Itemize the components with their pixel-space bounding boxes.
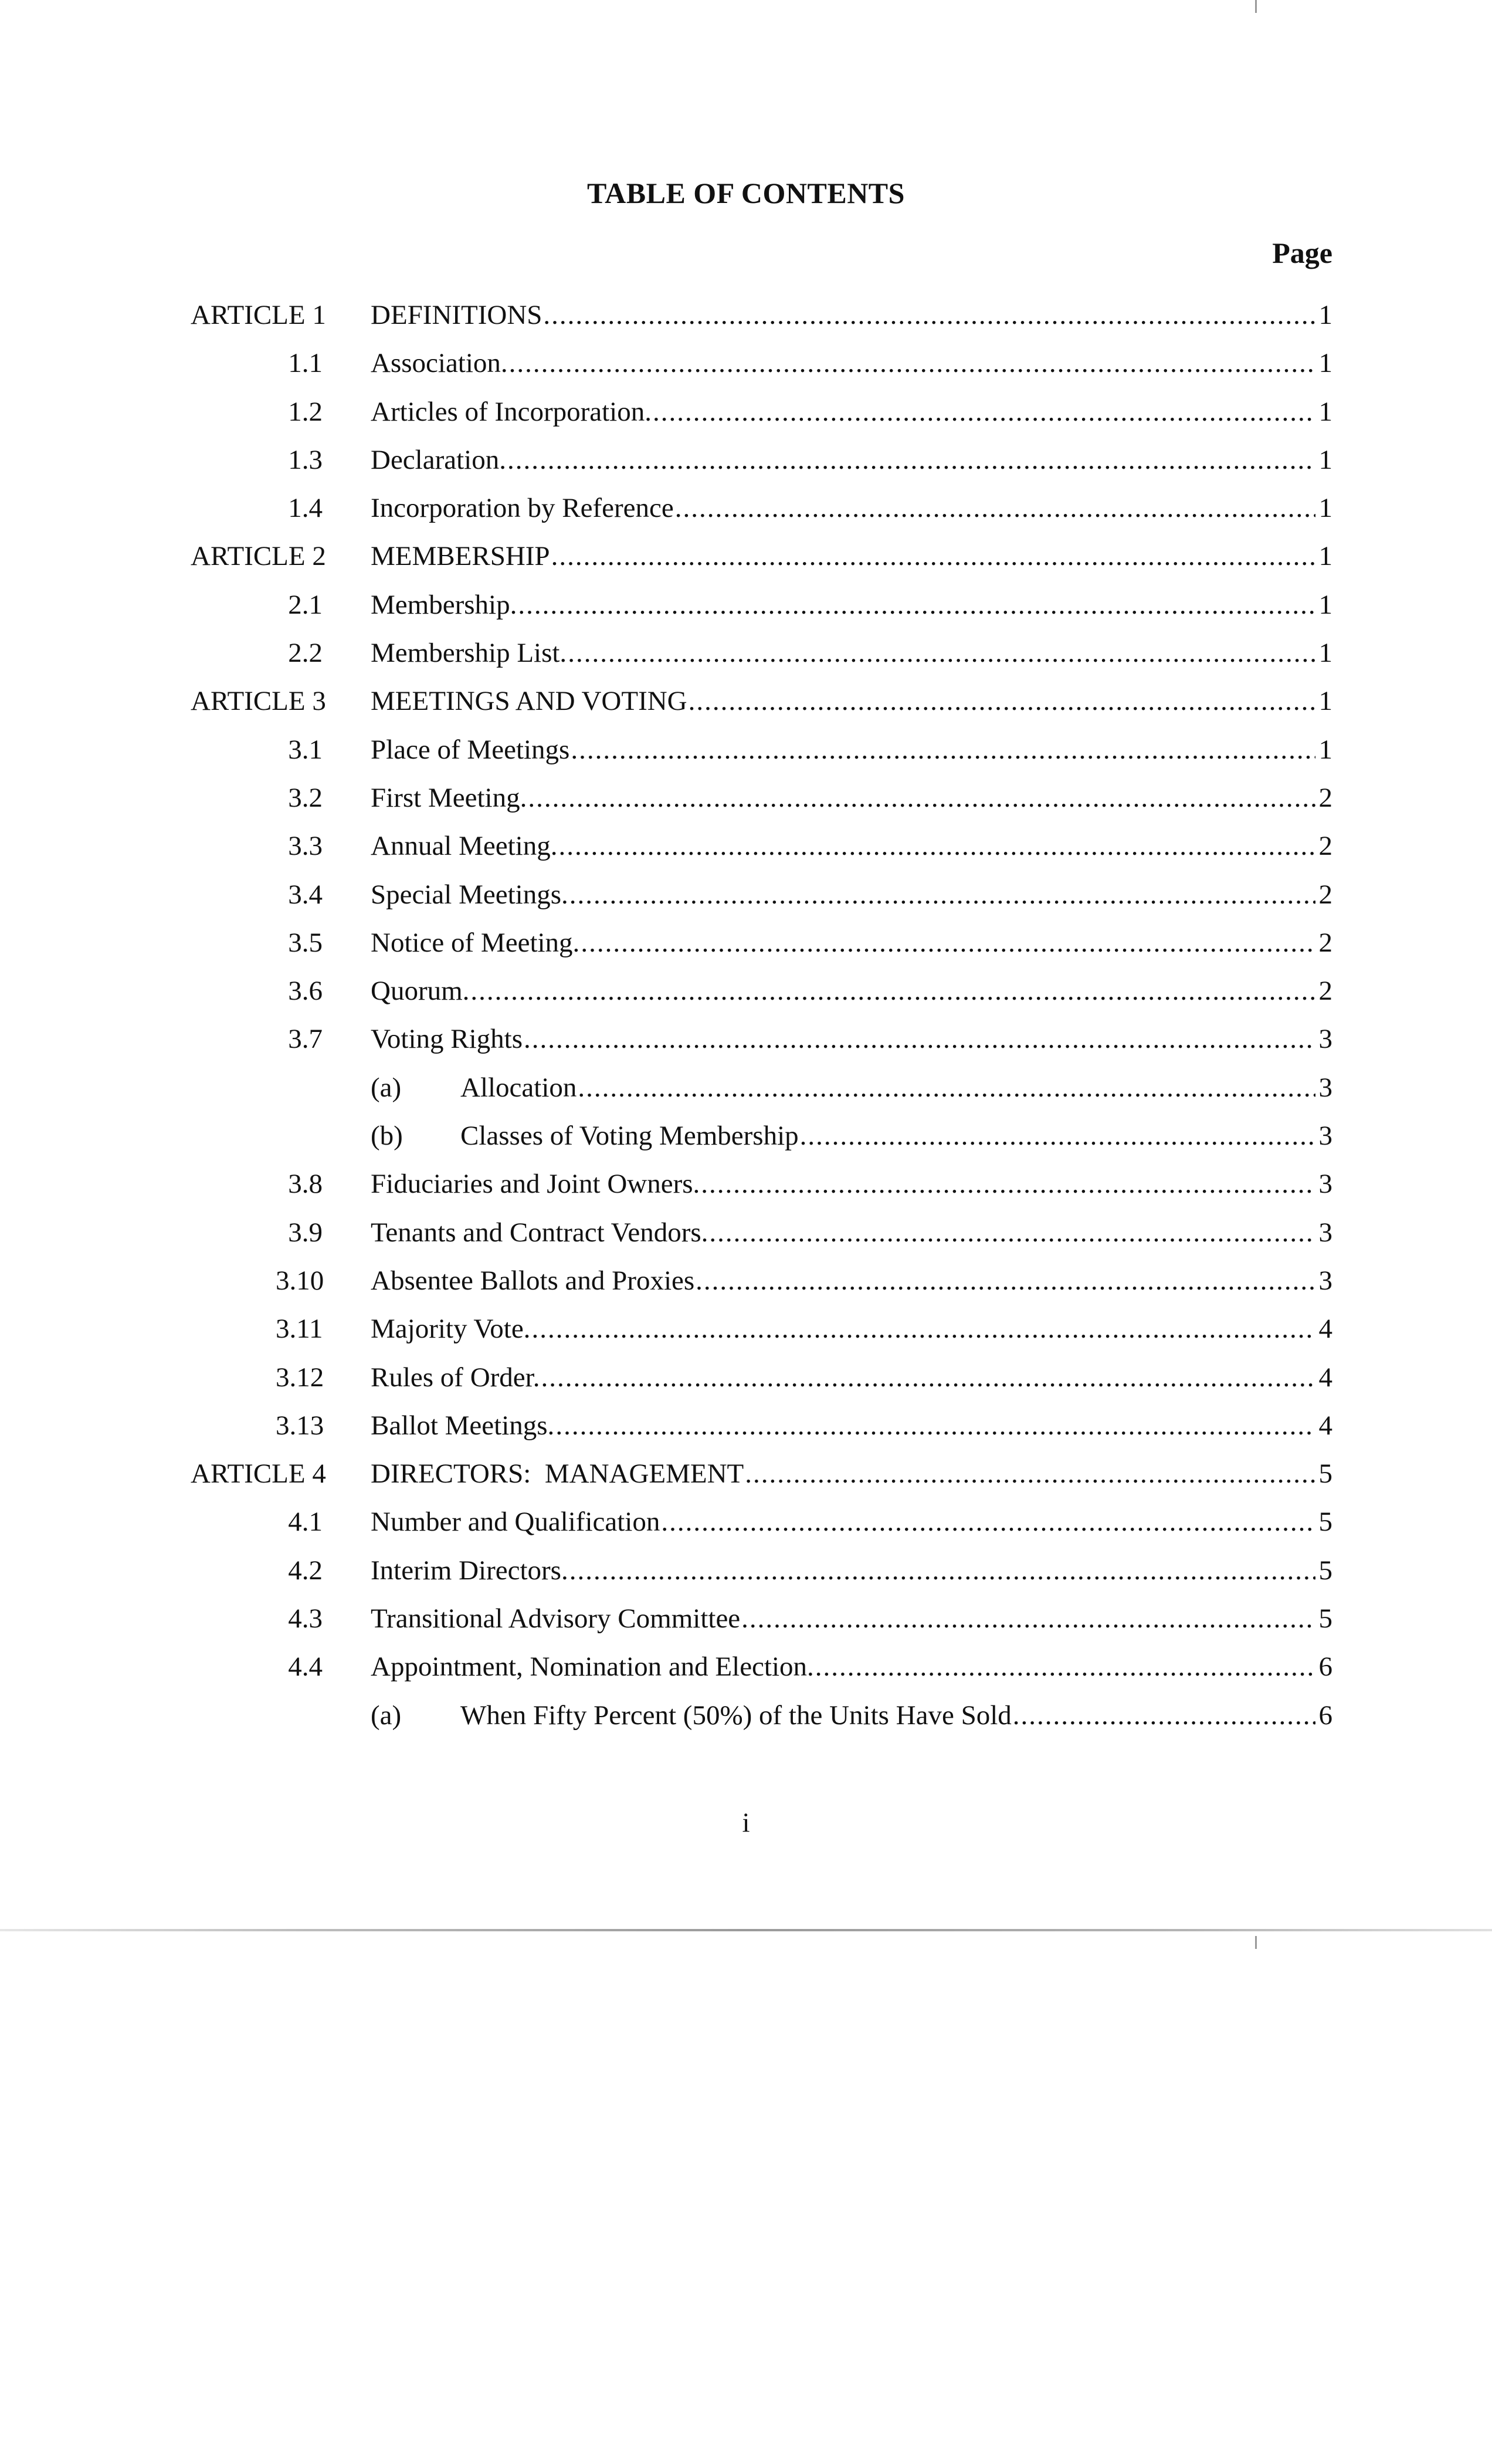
toc-entry-page-number: 3 [1318,1072,1332,1103]
toc-entry-link [371,1402,1332,1450]
toc-entry-row [0,388,1492,436]
toc-entry-row [0,1064,1492,1112]
toc-entry-title: DIRECTORS: MANAGEMENT [371,1458,744,1490]
toc-dot-leader [579,919,1315,967]
toc-entry-number: 1.3 [288,444,323,475]
toc-entry-title: Ballot Meetings. [371,1410,555,1441]
toc-entry-page-number: 2 [1318,976,1332,1007]
toc-entry-link [371,871,1332,919]
toc-entry-link [371,1305,1332,1353]
toc-entry-page-number: 3 [1318,1024,1332,1055]
toc-entry-title: Allocation [460,1072,577,1103]
toc-entry-number: 2.2 [288,638,323,669]
toc-entry-title: MEMBERSHIP [371,541,550,572]
toc-entry-page-number: 2 [1318,831,1332,862]
toc-entry-row [0,822,1492,870]
toc-dot-leader [700,1160,1315,1208]
toc-entry-title: Rules of Order. [371,1362,540,1393]
toc-entry-number: 4.3 [288,1603,323,1634]
toc-entry-number: 1.1 [288,348,323,379]
toc-entry-title: Number and Qualification [371,1507,660,1538]
toc-entry-page-number: 1 [1318,686,1332,717]
toc-entry-link [371,1015,1332,1063]
scan-mark [1255,1936,1257,1949]
toc-dot-leader [558,822,1315,870]
toc-entry-page-number: 1 [1318,300,1332,330]
toc-entry-page-number: 1 [1318,444,1332,475]
toc-entry-number: 3.3 [288,831,323,862]
toc-entry-page-number: 1 [1318,589,1332,620]
toc-entry-row [0,1015,1492,1063]
page-column-header: Page [1272,236,1332,269]
toc-dot-leader [568,871,1315,919]
toc-entry-title: Special Meetings. [371,879,568,910]
toc-entry-row [0,677,1492,725]
toc-entry-page-number: 1 [1318,541,1332,572]
toc-entry-row [0,1450,1492,1498]
toc-entry-link [371,822,1332,870]
toc-entry-page-number: 6 [1318,1651,1332,1683]
toc-entry-title: Tenants and Contract Vendors. [371,1217,708,1248]
toc-entry-row [0,1643,1492,1691]
toc-entry-link [371,919,1332,967]
toc-dot-leader [674,484,1315,532]
toc-entry-number: 3.8 [288,1169,323,1200]
toc-entry-row [0,339,1492,387]
toc-entry-row [0,1691,1492,1739]
toc-entry-title: First Meeting. [371,782,527,813]
toc-dot-leader [523,1015,1315,1063]
toc-dot-leader [660,1498,1315,1546]
toc-entry-title: Fiduciaries and Joint Owners. [371,1169,700,1200]
toc-dot-leader [569,726,1315,774]
toc-entry-page-number: 5 [1318,1603,1332,1634]
toc-dot-leader [530,1305,1315,1353]
toc-entry-number: ARTICLE 2 [191,541,326,572]
toc-entry-number: (b) [371,1121,403,1152]
toc-entry-link [460,1064,1332,1112]
toc-entry-link [371,1643,1332,1691]
toc-entry-title: Notice of Meeting. [371,927,580,958]
toc-entry-number: 3.13 [276,1410,324,1441]
toc-dot-leader [577,1064,1315,1112]
toc-entry-number: 3.1 [288,734,323,765]
toc-entry-row [0,871,1492,919]
toc-entry-page-number: 4 [1318,1410,1332,1441]
toc-entry-link [371,1209,1332,1257]
toc-entry-number: 4.2 [288,1555,323,1586]
toc-entry-row [0,1209,1492,1257]
toc-entry-title: Place of Meetings [371,734,570,765]
toc-entry-link [371,1450,1332,1498]
toc-entry-number: 3.9 [288,1217,323,1248]
toc-entry-page-number: 2 [1318,782,1332,813]
toc-entry-link [371,629,1332,677]
toc-dot-leader [568,1546,1315,1595]
toc-entry-link [371,388,1332,436]
toc-dot-leader [740,1595,1315,1643]
toc-dot-leader [799,1112,1315,1160]
toc-entry-page-number: 4 [1318,1314,1332,1345]
toc-dot-leader [744,1450,1315,1498]
toc-entry-row [0,1112,1492,1160]
toc-entry-title: Membership List. [371,638,567,669]
toc-entry-link [371,1498,1332,1546]
toc-dot-leader [542,291,1315,339]
toc-entry-row [0,532,1492,580]
toc-entry-title: Absentee Ballots and Proxies [371,1265,695,1296]
toc-dot-leader [694,1257,1315,1305]
toc-dot-leader [554,1402,1315,1450]
toc-entry-link [371,484,1332,532]
toc-entry-number: 1.2 [288,396,323,427]
toc-dot-leader [517,581,1315,629]
toc-entry-row [0,1257,1492,1305]
toc-entry-link [460,1691,1332,1739]
toc-entry-row [0,967,1492,1015]
toc-entry-title: Transitional Advisory Committee [371,1603,741,1634]
toc-dot-leader [687,677,1315,725]
table-of-contents [0,291,1492,1739]
toc-entry-link [371,677,1332,725]
toc-entry-link [460,1112,1332,1160]
toc-entry-number: 3.7 [288,1024,323,1055]
toc-entry-row [0,1305,1492,1353]
toc-entry-link [371,1160,1332,1208]
toc-entry-page-number: 5 [1318,1458,1332,1490]
footer-page-number: i [742,1808,750,1838]
toc-entry-title: Interim Directors. [371,1555,568,1586]
toc-entry-number: (a) [371,1700,402,1731]
toc-dot-leader [550,532,1315,580]
toc-entry-number: (a) [371,1072,402,1103]
toc-dot-leader [508,339,1315,387]
toc-entry-title: Incorporation by Reference [371,493,674,524]
toc-entry-page-number: 3 [1318,1217,1332,1248]
toc-entry-page-number: 5 [1318,1555,1332,1586]
toc-entry-page-number: 4 [1318,1362,1332,1393]
toc-entry-row [0,629,1492,677]
toc-dot-leader [814,1643,1315,1691]
toc-entry-title: DEFINITIONS [371,300,542,330]
toc-entry-number: 3.10 [276,1265,324,1296]
toc-entry-row [0,484,1492,532]
document-title: TABLE OF CONTENTS [587,177,905,209]
toc-entry-page-number: 1 [1318,396,1332,427]
toc-entry-title: Membership. [371,589,517,620]
toc-dot-leader [469,967,1315,1015]
toc-entry-page-number: 1 [1318,638,1332,669]
toc-entry-number: ARTICLE 4 [191,1458,326,1490]
toc-entry-row [0,1402,1492,1450]
toc-entry-title: MEETINGS AND VOTING [371,686,687,717]
toc-entry-row [0,581,1492,629]
toc-dot-leader [527,774,1315,822]
toc-entry-page-number: 2 [1318,927,1332,958]
scan-mark [1255,0,1257,13]
toc-entry-link [371,581,1332,629]
toc-entry-title: Quorum. [371,976,470,1007]
toc-entry-title: Association. [371,348,508,379]
toc-entry-row [0,1353,1492,1402]
toc-dot-leader [1012,1691,1315,1739]
toc-entry-link [371,1595,1332,1643]
toc-entry-row [0,1498,1492,1546]
toc-entry-number: 3.4 [288,879,323,910]
toc-entry-title: Voting Rights [371,1024,523,1055]
toc-entry-link [371,436,1332,484]
toc-entry-link [371,1353,1332,1402]
toc-entry-row [0,291,1492,339]
toc-entry-page-number: 1 [1318,734,1332,765]
toc-entry-title: Declaration. [371,444,506,475]
toc-entry-row [0,919,1492,967]
toc-entry-page-number: 3 [1318,1121,1332,1152]
toc-entry-number: 3.2 [288,782,323,813]
toc-entry-page-number: 3 [1318,1265,1332,1296]
toc-entry-link [371,774,1332,822]
toc-entry-number: 3.6 [288,976,323,1007]
toc-dot-leader [652,388,1315,436]
toc-entry-number: 4.4 [288,1651,323,1683]
toc-entry-number: ARTICLE 3 [191,686,326,717]
scan-edge-line [0,1929,1492,1931]
toc-entry-title: Annual Meeting. [371,831,558,862]
toc-entry-link [371,532,1332,580]
toc-dot-leader [540,1353,1315,1402]
toc-entry-link [371,291,1332,339]
toc-entry-number: 4.1 [288,1507,323,1538]
toc-entry-number: 2.1 [288,589,323,620]
toc-entry-title: Articles of Incorporation. [371,396,652,427]
toc-entry-title: Classes of Voting Membership [460,1121,799,1152]
toc-entry-row [0,726,1492,774]
toc-entry-row [0,1160,1492,1208]
toc-entry-number: 3.5 [288,927,323,958]
toc-entry-row [0,436,1492,484]
toc-entry-title: When Fifty Percent (50%) of the Units Have Sold [460,1700,1012,1731]
toc-entry-page-number: 3 [1318,1169,1332,1200]
toc-entry-link [371,726,1332,774]
toc-entry-page-number: 6 [1318,1700,1332,1731]
toc-entry-link [371,967,1332,1015]
toc-dot-leader [708,1209,1315,1257]
toc-entry-title: Majority Vote. [371,1314,531,1345]
toc-entry-link [371,1546,1332,1595]
toc-entry-number: 1.4 [288,493,323,524]
toc-entry-page-number: 5 [1318,1507,1332,1538]
toc-entry-page-number: 2 [1318,879,1332,910]
toc-entry-row [0,1546,1492,1595]
toc-entry-number: ARTICLE 1 [191,300,326,330]
toc-entry-link [371,1257,1332,1305]
toc-dot-leader [567,629,1315,677]
toc-entry-title: Appointment, Nomination and Election. [371,1651,814,1683]
toc-entry-number: 3.11 [276,1314,323,1345]
toc-entry-row [0,774,1492,822]
toc-entry-row [0,1595,1492,1643]
toc-entry-number: 3.12 [276,1362,324,1393]
toc-dot-leader [506,436,1315,484]
toc-entry-page-number: 1 [1318,348,1332,379]
toc-entry-link [371,339,1332,387]
toc-entry-page-number: 1 [1318,493,1332,524]
